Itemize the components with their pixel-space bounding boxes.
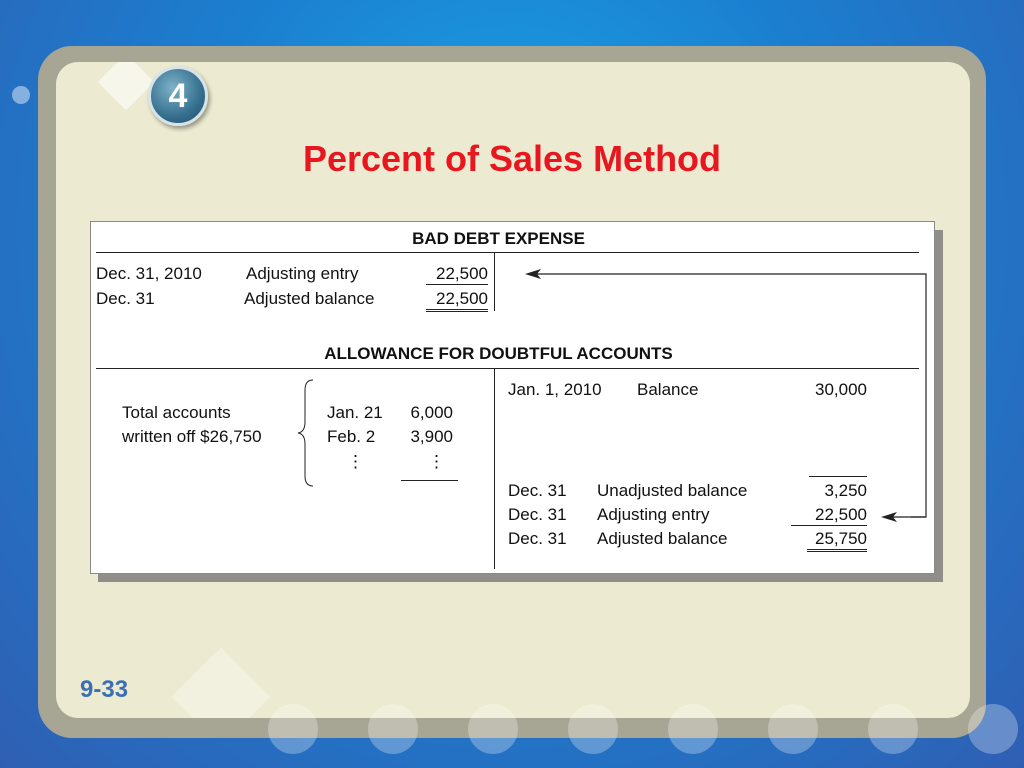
bad-debt-desc: Adjusting entry [246, 264, 359, 283]
deco-circle [368, 704, 418, 754]
debit-total-rule [401, 480, 458, 481]
debit-amount-ellipsis: ⋮ [428, 452, 445, 471]
credit-desc: Balance [637, 380, 699, 399]
deco-circle [668, 704, 718, 754]
debit-amount: 3,900 [410, 427, 453, 446]
brace-icon [295, 378, 317, 488]
credit-amount: 25,750 [807, 529, 867, 552]
credit-desc: Adjusting entry [597, 505, 710, 524]
debit-date: Feb. 2 [327, 427, 376, 446]
credit-date: Dec. 31 [508, 481, 567, 500]
deco-circle [868, 704, 918, 754]
bg-dot [12, 86, 30, 104]
bad-debt-divider [494, 253, 495, 311]
credit-amount: 3,250 [824, 481, 867, 500]
credit-date: Dec. 31 [508, 505, 567, 524]
debit-date: Jan. 21 [327, 403, 383, 422]
transfer-arrow-icon [511, 262, 931, 532]
step-badge: 4 [148, 66, 208, 126]
debit-amount: 6,000 [410, 403, 453, 422]
allowance-divider [494, 369, 495, 569]
allowance-header: ALLOWANCE FOR DOUBTFUL ACCOUNTS [324, 344, 673, 363]
deco-chevron [172, 648, 271, 718]
debit-date-ellipsis: ⋮ [347, 452, 364, 471]
credit-desc: Adjusted balance [597, 529, 728, 548]
deco-circle [268, 704, 318, 754]
deco-circle [968, 704, 1018, 754]
bad-debt-header: BAD DEBT EXPENSE [412, 229, 585, 248]
credit-date: Jan. 1, 2010 [508, 380, 602, 399]
deco-circle [768, 704, 818, 754]
bad-debt-date: Dec. 31, 2010 [96, 264, 202, 283]
bad-debt-amount: 22,500 [426, 264, 488, 285]
left-label-line1: Total accounts [122, 403, 231, 422]
page-number: 9-33 [80, 676, 129, 703]
page-title: Percent of Sales Method [302, 138, 722, 179]
bad-debt-rule [96, 252, 919, 253]
credit-amount: 30,000 [815, 380, 867, 399]
bad-debt-desc: Adjusted balance [244, 289, 375, 308]
left-label-line2: written off $26,750 [122, 427, 262, 446]
credit-date: Dec. 31 [508, 529, 567, 548]
credit-amount: 22,500 [791, 505, 867, 526]
deco-circle [568, 704, 618, 754]
bad-debt-date: Dec. 31 [96, 289, 155, 308]
deco-chevron [98, 62, 155, 110]
deco-circle [468, 704, 518, 754]
t-accounts-table [90, 221, 935, 574]
bad-debt-amount: 22,500 [426, 289, 488, 312]
credit-desc: Unadjusted balance [597, 481, 748, 500]
